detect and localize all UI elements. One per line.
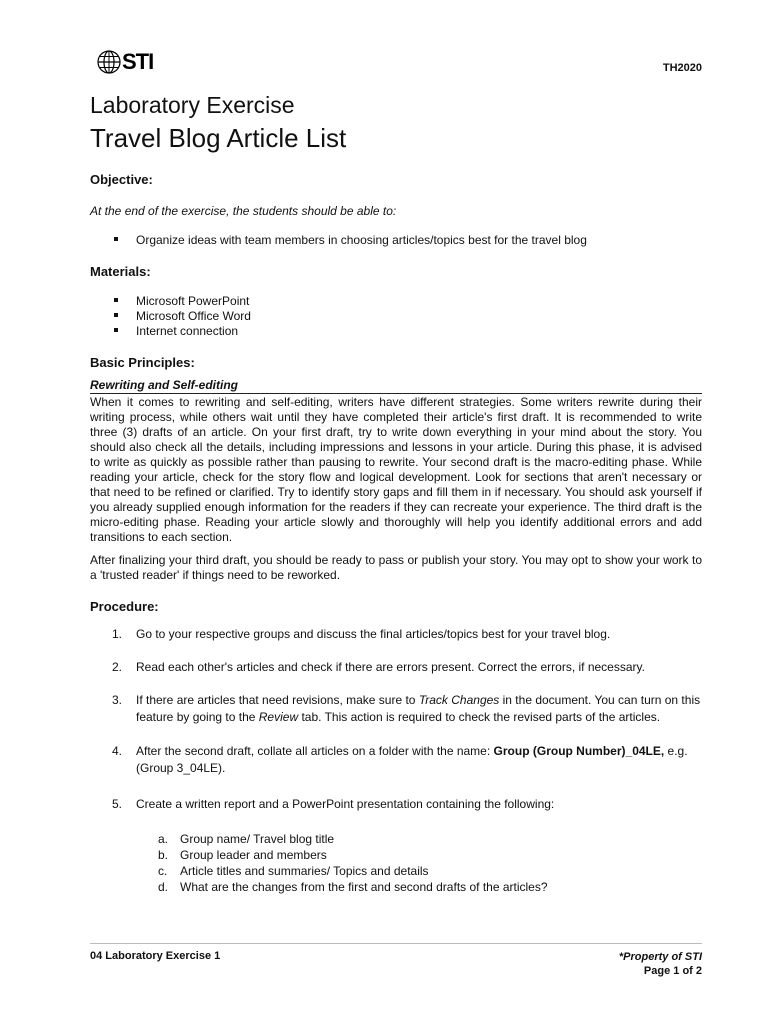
procedure-subitem [158, 848, 327, 862]
folder-name-term: Group (Group Number)_04LE, [493, 744, 665, 758]
procedure-subitem [158, 864, 429, 878]
logo-text: STI [122, 49, 154, 74]
step-text [136, 692, 702, 726]
step-text: Read each other's articles and check if there are errors present. Correct the errors, if necessary. [136, 660, 645, 674]
property-notice: *Property of STI [618, 951, 702, 963]
subitem-letter: d. [158, 880, 169, 894]
bullet-icon [114, 298, 118, 302]
subitem-letter: a. [158, 832, 169, 846]
step-number: 2. [112, 660, 123, 674]
step-number: 3. [112, 693, 123, 707]
principles-paragraph: After finalizing your third draft, you should be ready to pass or publish your story. You may opt to show your work to a 'trusted reader' if things need to be reworked. [90, 553, 702, 582]
subitem-letter: b. [158, 848, 169, 862]
subitem-text: Group name/ Travel blog title [180, 832, 335, 846]
subitem-text: Group leader and members [180, 848, 327, 862]
step-text-part: e.g. (Group 3_04LE). [136, 744, 688, 775]
bullet-icon [114, 237, 118, 241]
objective-intro: At the end of the exercise, the students should be able to: [90, 204, 397, 218]
procedure-subitem [158, 880, 548, 894]
sti-logo [96, 48, 153, 76]
footer-right [619, 950, 702, 978]
materials-item [114, 294, 249, 308]
step-text-part: tab. This action is required to check the revised parts of the articles. [298, 710, 661, 724]
sti-globe-icon [96, 49, 122, 75]
review-tab-term: Review [258, 710, 299, 724]
principles-subheading: Rewriting and Self-editing [90, 378, 702, 394]
track-changes-term: Track Changes [418, 693, 500, 707]
step-text: Create a written report and a PowerPoint presentation containing the following: [136, 797, 555, 811]
materials-item-text: Internet connection [136, 324, 239, 338]
procedure-subitem [158, 832, 334, 846]
document-title: Travel Blog Article List [90, 123, 347, 153]
step-number: 5. [112, 797, 123, 811]
subitem-text: Article titles and summaries/ Topics and details [180, 864, 429, 878]
objective-heading: Objective: [90, 172, 153, 187]
subitem-text: What are the changes from the first and second drafts of the articles? [180, 880, 548, 894]
step-text: Go to your respective groups and discuss the final articles/topics best for your travel blog. [136, 627, 611, 641]
step-number: 4. [112, 744, 123, 758]
bullet-icon [114, 328, 118, 332]
step-text-part: in the document. You can turn on this feature by going to the [136, 693, 701, 724]
step-text [136, 743, 702, 777]
materials-heading: Materials: [90, 264, 151, 279]
objective-item-text: Organize ideas with team members in choosing articles/topics best for the travel blog [136, 233, 587, 247]
procedure-heading: Procedure: [90, 599, 159, 614]
materials-item [114, 309, 251, 323]
materials-item-text: Microsoft Office Word [136, 309, 251, 323]
materials-item-text: Microsoft PowerPoint [136, 294, 250, 308]
principles-paragraph: When it comes to rewriting and self-editing, writers have different strategies. Some writers rewrite during their writing process, while others wait until they have completed their article's first draft. It is recommended to write three (3) drafts of an article. On your first draft, try to write down everything in your mind about the story. You should also check all the details, including impressions and lessons in your article. During this phase, it is advised to write as quickly as possible rather than pausing to rewrite. Your second draft is the macro-editing phase. While reading your article, check for the story flow and logical development. Look for sections that aren't necessary or that need to be refined or clarified. Try to identify story gaps and fill them in if necessary. You should ask yourself if you already supplied enough information for the readers if they can recreate your experience. The third draft is the micro-editing phase. Reading your article slowly and thoroughly will help you identify additional errors and add transitions to each section. [90, 395, 702, 544]
materials-item [114, 324, 238, 338]
document-code: TH2020 [662, 62, 702, 74]
footer-divider [90, 943, 702, 944]
subitem-letter: c. [158, 864, 168, 878]
document-subtitle: Laboratory Exercise [90, 92, 295, 118]
footer-label: 04 Laboratory Exercise 1 [90, 950, 221, 962]
page-number: Page 1 of 2 [643, 965, 702, 977]
bullet-icon [114, 313, 118, 317]
principles-heading: Basic Principles: [90, 355, 195, 370]
step-number: 1. [112, 627, 123, 641]
objective-item [114, 233, 587, 247]
step-text-part: If there are articles that need revisions, make sure to [136, 693, 419, 707]
step-text-part: After the second draft, collate all articles on a folder with the name: [136, 744, 494, 758]
